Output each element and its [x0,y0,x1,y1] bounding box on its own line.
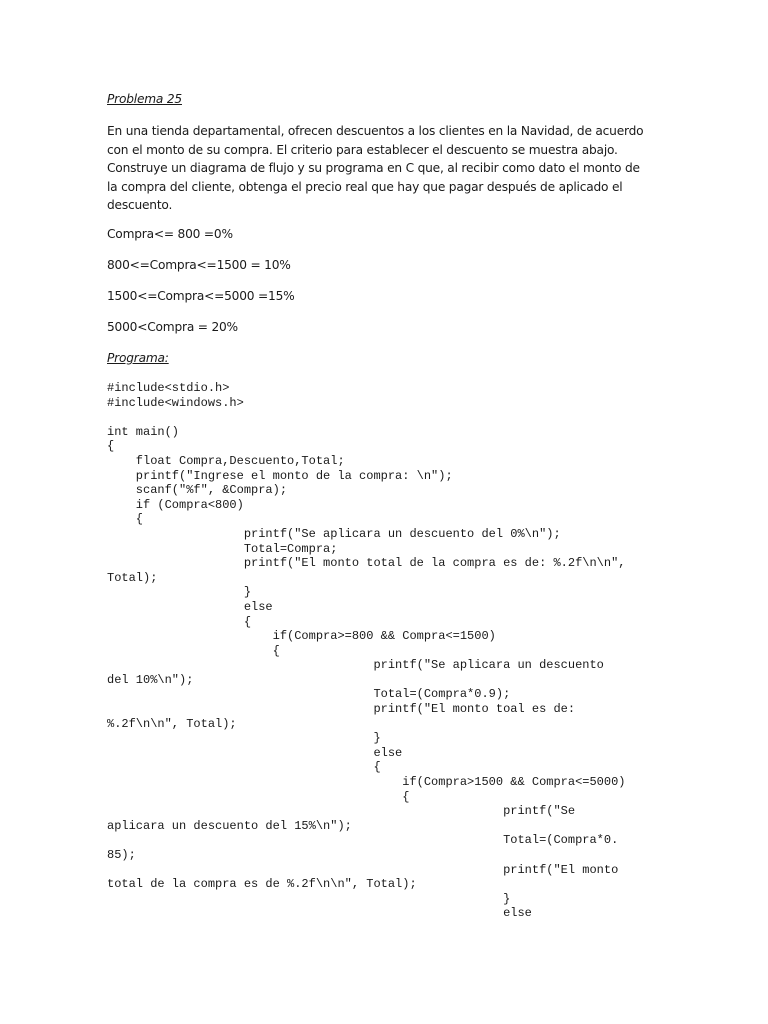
code-line: printf("El monto [107,862,619,877]
discount-rule: 800<=Compra<=1500 = 10% [107,258,291,272]
code-line: { [107,512,144,527]
discount-rule: Compra<= 800 =0% [107,227,233,241]
code-line: printf("Ingrese el monto de la compra: \n"); [107,468,453,483]
code-line: } [107,585,252,600]
discount-rule: 1500<=Compra<=5000 =15% [107,289,295,303]
code-line: printf("Se aplicara un descuento [107,658,604,673]
code-line: if (Compra<800) [107,497,244,512]
code-line: { [107,439,115,454]
program-heading: Programa: [107,351,169,365]
code-block [107,381,667,921]
code-line: else [107,745,403,760]
problem-title: Problema 25 [107,92,182,106]
code-line: else [107,906,532,921]
code-line: { [107,760,381,775]
code-line: printf("Se aplicara un descuento del 0%\n"); [107,526,561,541]
code-line: float Compra,Descuento,Total; [107,453,345,468]
code-line: %.2f\n\n", Total); [107,716,237,731]
code-line: else [107,599,273,614]
code-line: { [107,643,280,658]
code-line: scanf("%f", &Compra); [107,483,288,498]
code-line: 85); [107,848,136,862]
problem-description: En una tienda departamental, ofrecen descuentos a los clientes en la Navidad, de acuerdo con el monto de su compra. El criterio para establecer el descuento se muestra abajo. Construye un diagrama de flujo y su programa en C que, al recibir como dato el monto de la compra del cliente, obtenga el precio real que hay que pagar después de aplicado el descuento. [107,124,644,213]
code-line: Total=Compra; [107,541,338,556]
code-line: if(Compra>=800 && Compra<=1500) [107,629,496,644]
code-line: printf("El monto toal es de: [107,702,576,717]
code-line: aplicara un descuento del 15%\n"); [107,818,352,833]
code-line [107,410,667,425]
code-line: #include<stdio.h> [107,381,230,395]
code-line: printf("Se [107,804,576,819]
code-line: int main() [107,424,180,439]
code-line: #include<windows.h> [107,395,244,410]
code-line: } [107,891,511,906]
code-line: Total); [107,570,158,585]
code-line: { [107,614,252,629]
code-line: Total=(Compra*0.9); [107,687,511,702]
code-line: } [107,731,381,746]
code-line: del 10%\n"); [107,672,194,687]
code-line: if(Compra>1500 && Compra<=5000) [107,775,626,790]
code-line: Total=(Compra*0. [107,833,619,848]
discount-rule: 5000<Compra = 20% [107,320,238,334]
code-line: total de la compra es de %.2f\n\n", Total); [107,877,417,892]
code-line: printf("El monto total de la compra es de: %.2f\n\n", [107,556,626,571]
code-line: { [107,789,410,804]
